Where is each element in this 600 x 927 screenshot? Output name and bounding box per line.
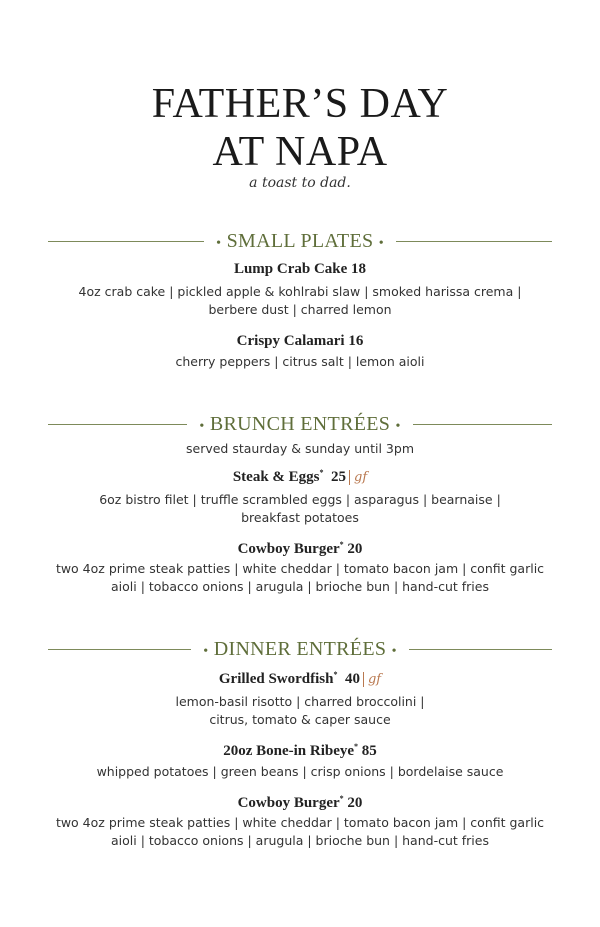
item-description: 6oz bistro filet | truffle scrambled eggs | asparagus | bearnaise | [99,492,501,507]
dinner-heading: • DINNER ENTRÉES • [48,638,552,661]
price: 20 [347,795,363,811]
item-description: two 4oz prime steak patties | white cheddar | tomato bacon jam | confit garlic [55,815,545,830]
section-note: served staurday & sunday until 3pm [186,441,414,456]
divider-rule [413,424,552,425]
price: 40 [344,671,360,687]
item-description: aioli | tobacco onions | arugula | brioche bun | hand-cut fries [111,579,489,594]
item-description: aioli | tobacco onions | arugula | brioche bun | hand-cut fries [111,833,489,848]
divider-rule [48,424,187,425]
item-description: breakfast potatoes [241,510,359,525]
menu-item-name: 20oz Bone-in Ribeye* 85 [223,742,377,759]
gluten-free-mark: gf [349,470,367,485]
menu-title-line1: FATHER’S DAY [151,81,449,127]
price: 16 [348,333,364,349]
menu-item-name: Steak & Eggs* 25 gf [232,468,368,485]
gluten-free-mark: gf [363,672,381,687]
menu-item-name: Lump Crab Cake 18 [233,261,367,277]
menu-item-name: Cowboy Burger* 20 [237,540,363,557]
brunch-heading: • BRUNCH ENTRÉES • [48,413,552,436]
tagline: a toast to dad. [249,175,351,191]
divider-rule [48,241,204,242]
item-description: citrus, tomato & caper sauce [209,712,391,727]
section-title: DINNER ENTRÉES [213,638,387,660]
item-description: whipped potatoes | green beans | crisp onions | bordelaise sauce [96,764,504,779]
price: 20 [347,541,363,557]
section-title: SMALL PLATES [226,230,374,252]
divider-rule [48,649,191,650]
menu-item-name: Crispy Calamari 16 [236,333,364,349]
price: 25 [331,469,347,485]
item-description: cherry peppers | citrus salt | lemon aioli [175,354,425,369]
item-description: lemon-basil risotto | charred broccolini | [175,694,425,709]
item-description: 4oz crab cake | pickled apple & kohlrabi slaw | smoked harissa crema | [78,284,522,299]
menu-item-name: Cowboy Burger* 20 [237,794,363,811]
menu-item-name: Grilled Swordfish* 40 gf [218,670,382,687]
item-description: berbere dust | charred lemon [208,302,392,317]
menu-title-line2: AT NAPA [212,129,388,175]
section-title: BRUNCH ENTRÉES [209,413,391,435]
price: 18 [351,261,367,277]
divider-rule [396,241,552,242]
divider-rule [409,649,552,650]
small-plates-heading: • SMALL PLATES • [48,230,552,253]
item-description: two 4oz prime steak patties | white cheddar | tomato bacon jam | confit garlic [55,561,545,576]
price: 85 [361,743,377,759]
